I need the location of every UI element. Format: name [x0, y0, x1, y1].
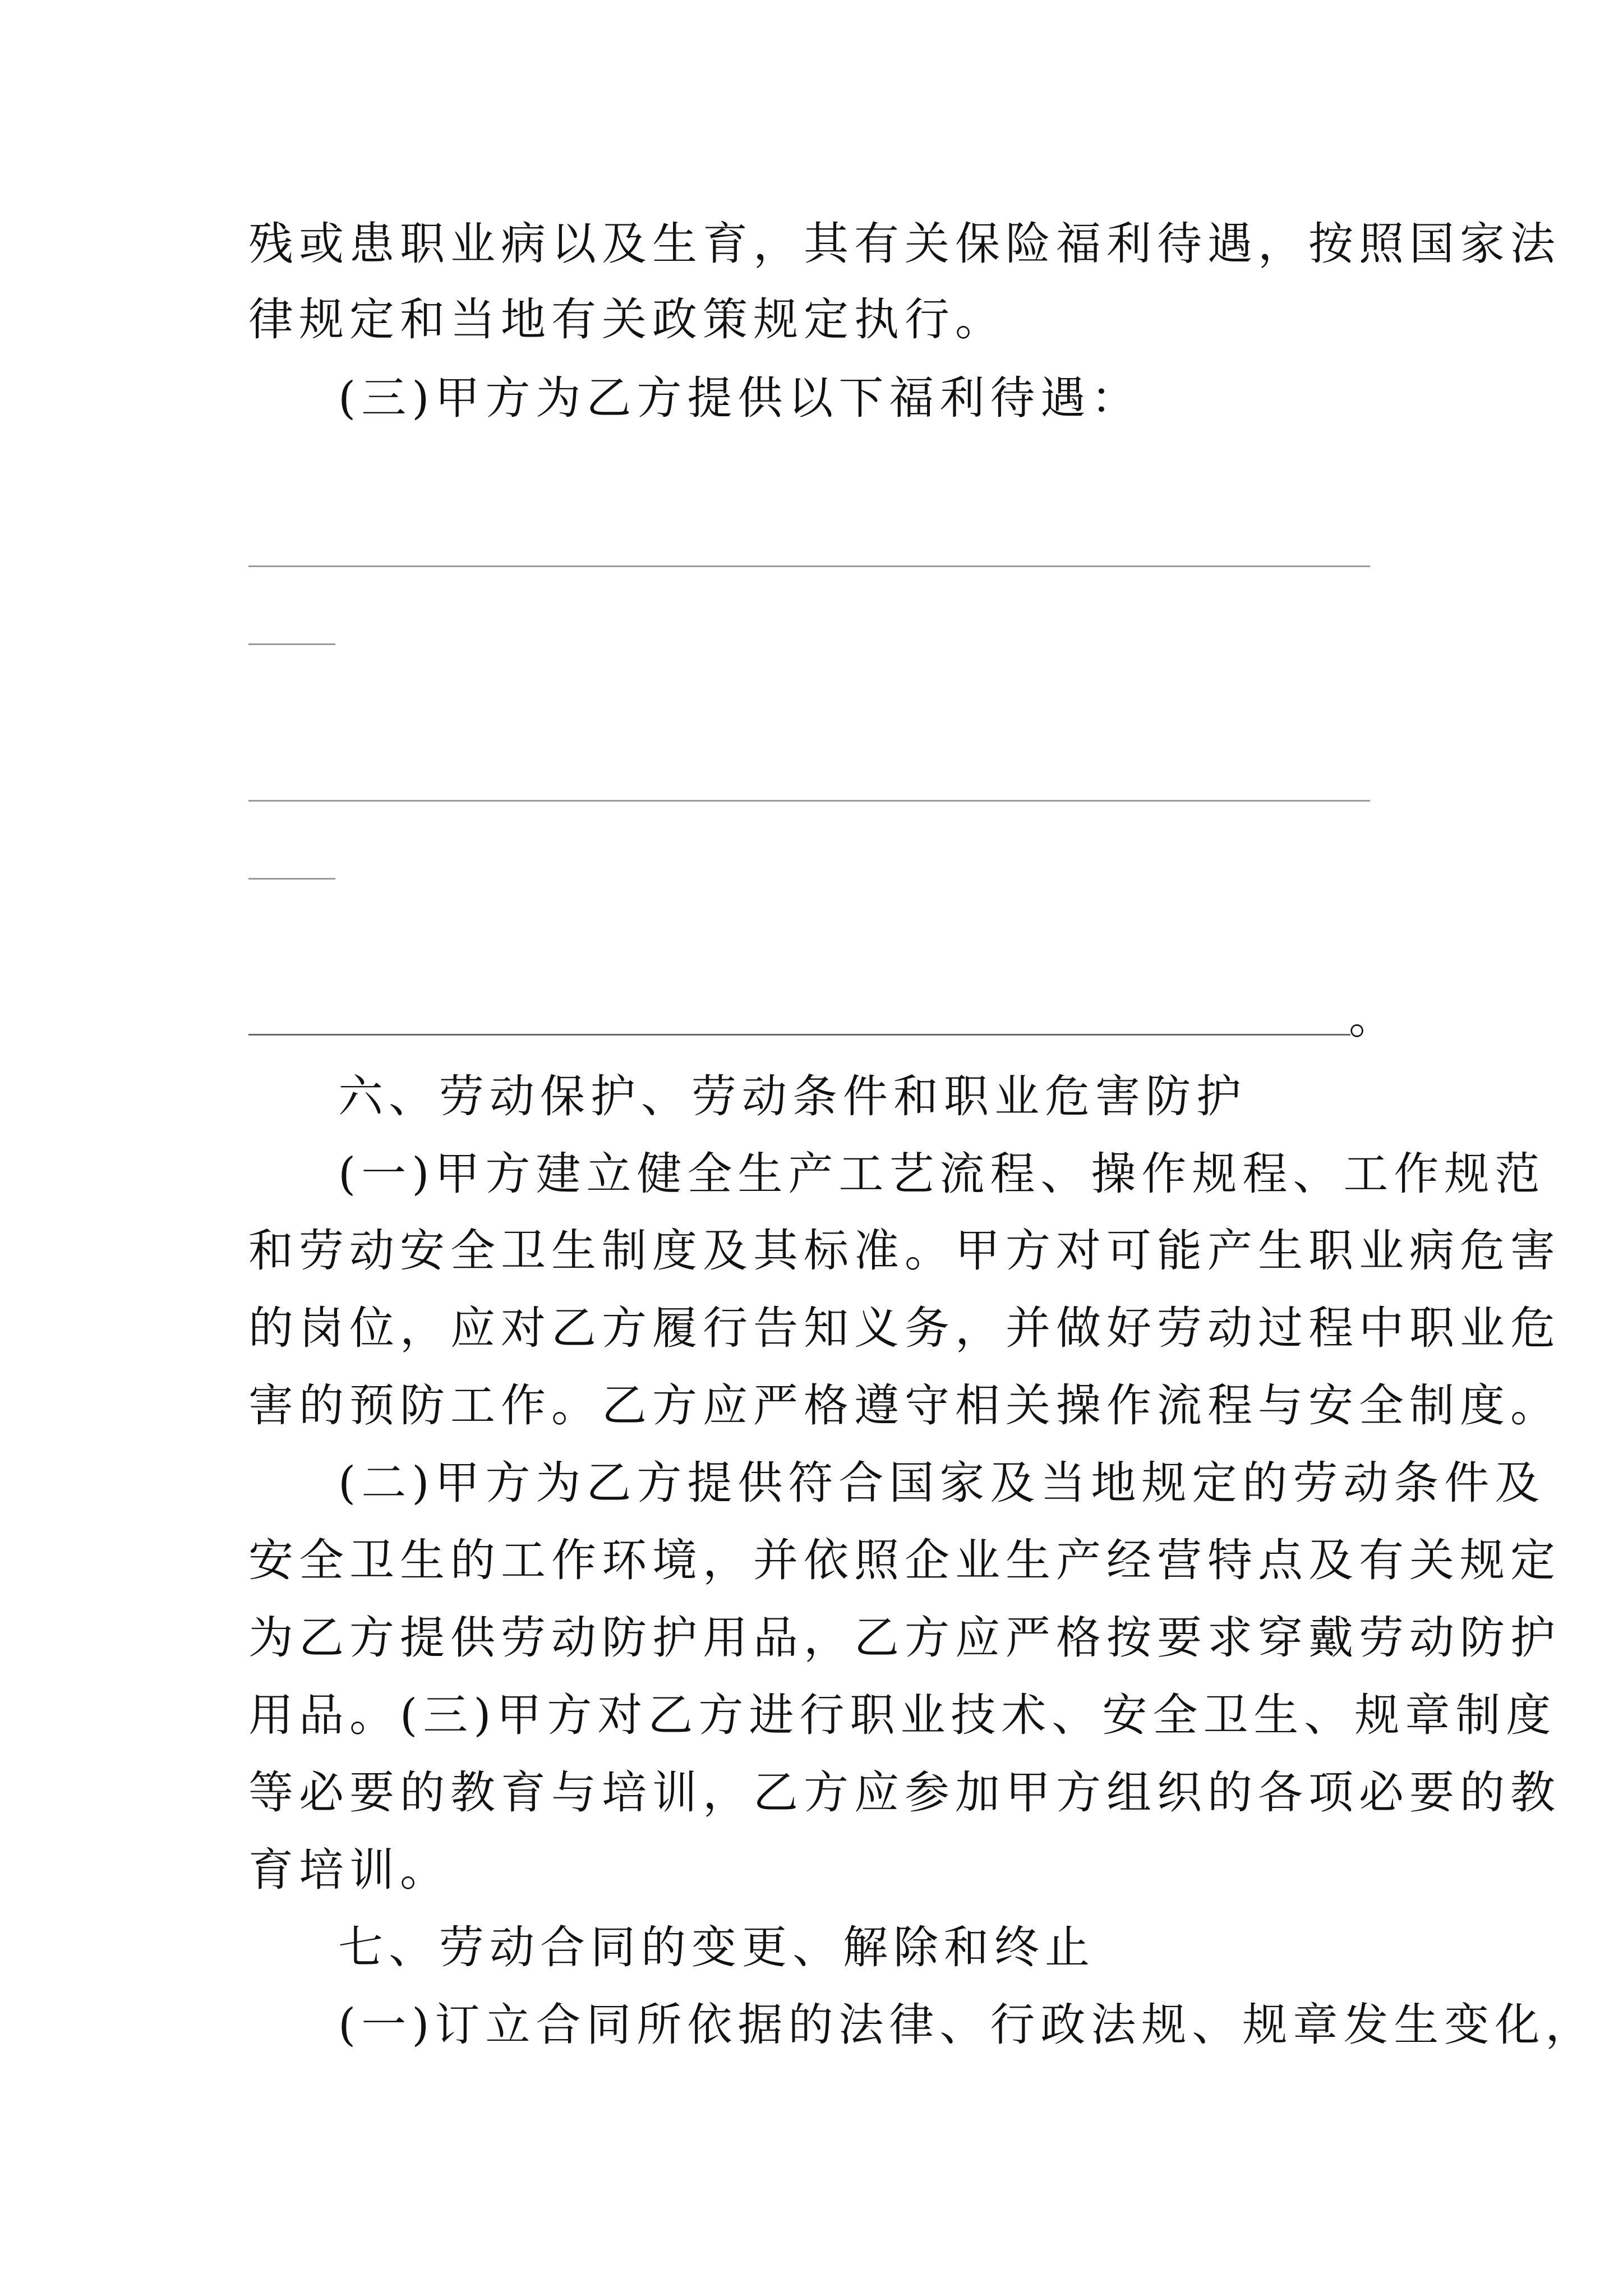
paragraph-line: 害的预防工作。乙方应严格遵守相关操作流程与安全制度。 — [248, 1379, 1561, 1432]
paragraph-line: (三)甲方为乙方提供以下福利待遇： — [338, 372, 1142, 424]
blank-end-period: 。 — [1349, 992, 1394, 1044]
paragraph-line: (一)甲方建立健全生产工艺流程、操作规程、工作规范 — [338, 1148, 1546, 1200]
paragraph-line: 的岗位，应对乙方履行告知义务，并做好劳动过程中职业危 — [248, 1302, 1561, 1354]
paragraph-line: 用品。(三)甲方对乙方进行职业技术、安全卫生、规章制度 — [248, 1689, 1557, 1741]
paragraph-line: 安全卫生的工作环境，并依照企业生产经营特点及有关规定 — [248, 1534, 1561, 1586]
fill-in-blank-line — [248, 565, 1370, 567]
fill-in-blank-line — [248, 878, 335, 880]
section-heading: 六、劳动保护、劳动条件和职业危害防护 — [338, 1070, 1247, 1122]
paragraph-line: 育培训。 — [248, 1844, 450, 1896]
paragraph-line: 和劳动安全卫生制度及其标准。甲方对可能产生职业病危害 — [248, 1225, 1561, 1277]
paragraph-line: (一)订立合同所依据的法律、行政法规、规章发生变化， — [338, 1999, 1596, 2051]
paragraph-line: 律规定和当地有关政策规定执行。 — [248, 293, 1006, 346]
paragraph-line: (二)甲方为乙方提供符合国家及当地规定的劳动条件及 — [338, 1457, 1546, 1509]
fill-in-blank-line — [248, 800, 1370, 802]
section-heading: 七、劳动合同的变更、解除和终止 — [338, 1921, 1095, 1973]
fill-in-blank-line — [248, 1034, 1350, 1036]
paragraph-line: 为乙方提供劳动防护用品，乙方应严格按要求穿戴劳动防护 — [248, 1612, 1561, 1664]
paragraph-line: 残或患职业病以及生育，其有关保险福利待遇，按照国家法 — [248, 218, 1561, 270]
paragraph-line: 等必要的教育与培训，乙方应参加甲方组织的各项必要的教 — [248, 1766, 1561, 1819]
fill-in-blank-line — [248, 643, 335, 645]
